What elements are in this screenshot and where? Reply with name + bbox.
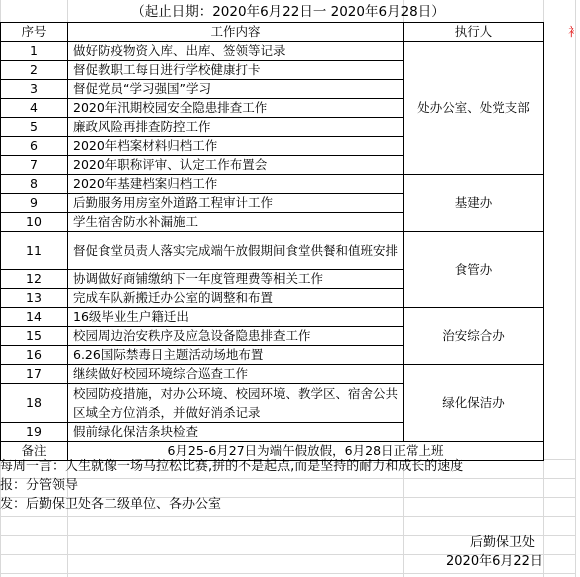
note-text: 6月25-6月27日为端午假放假，6月28日正常上班 <box>68 442 544 461</box>
owner-cell: 基建办 <box>404 175 544 232</box>
row-task: 督促党员“学习强国”学习 <box>68 80 404 99</box>
row-num: 7 <box>1 156 68 175</box>
weekly-schedule-table <box>0 22 544 461</box>
row-task: 做好防疫物资入库、出库、签领等记录 <box>68 42 404 61</box>
row-task: 2020年职称评审、认定工作布置会 <box>68 156 404 175</box>
row-num: 11 <box>1 232 68 270</box>
row-num: 18 <box>1 384 68 423</box>
row-task: 16级毕业生户籍迁出 <box>68 308 404 327</box>
red-cell-mark: 衤 <box>568 25 580 39</box>
row-num: 3 <box>1 80 68 99</box>
row-num: 9 <box>1 194 68 213</box>
row-num: 8 <box>1 175 68 194</box>
date-range-title: （起止日期：2020年6月22日一 2020年6月28日） <box>131 4 445 20</box>
row-task: 校园周边治安秩序及应急设备隐患排查工作 <box>68 327 404 346</box>
row-num: 4 <box>1 99 68 118</box>
row-num: 19 <box>1 423 68 442</box>
owner-cell: 食管办 <box>404 232 544 308</box>
table-row <box>1 365 544 384</box>
row-task: 校园防疫措施，对办公环境、校园环境、教学区、宿舍公共区域全方位消杀，并做好消杀记录 <box>68 384 404 423</box>
row-num: 16 <box>1 346 68 365</box>
row-task: 督促教职工每日进行学校健康打卡 <box>68 61 404 80</box>
row-task: 2020年汛期校园安全隐患排查工作 <box>68 99 404 118</box>
row-num: 12 <box>1 270 68 289</box>
row-task: 继续做好校园环境综合巡查工作 <box>68 365 404 384</box>
row-num: 15 <box>1 327 68 346</box>
row-task: 后勤服务用房室外道路工程审计工作 <box>68 194 404 213</box>
row-task: 2020年基建档案归档工作 <box>68 175 404 194</box>
row-num: 17 <box>1 365 68 384</box>
table-row <box>1 42 544 61</box>
row-num: 14 <box>1 308 68 327</box>
owner-cell: 治安综合办 <box>404 308 544 365</box>
row-task: 学生宿舍防水补漏施工 <box>68 213 404 232</box>
row-task: 假前绿化保洁条块检查 <box>68 423 404 442</box>
note-label: 备注 <box>1 442 68 461</box>
row-num: 10 <box>1 213 68 232</box>
table-row <box>1 175 544 194</box>
header-owner: 执行人 <box>404 23 544 42</box>
row-task: 2020年档案材料归档工作 <box>68 137 404 156</box>
row-num: 1 <box>1 42 68 61</box>
row-task: 廉政风险再排查防控工作 <box>68 118 404 137</box>
signature-org: 后勤保卫处 <box>470 535 536 550</box>
row-num: 2 <box>1 61 68 80</box>
owner-cell: 绿化保洁办 <box>404 365 544 442</box>
row-task: 6.26国际禁毒日主题活动场地布置 <box>68 346 404 365</box>
row-task: 协调做好商铺缴纳下一年度管理费等相关工作 <box>68 270 404 289</box>
owner-cell: 处办公室、处党支部 <box>404 42 544 175</box>
header-num: 序号 <box>1 23 68 42</box>
row-task: 督促食堂员责人落实完成端午放假期间食堂供餐和值班安排 <box>68 232 404 270</box>
distribution-line: 发：后勤保卫处各二级单位、各办公室 <box>0 497 222 512</box>
signature-date: 2020年6月22日 <box>446 554 543 569</box>
table-row <box>1 232 544 270</box>
row-task: 完成车队新搬迁办公室的调整和布置 <box>68 289 404 308</box>
table-row <box>1 308 544 327</box>
table-header-row <box>1 23 544 42</box>
weekly-motto: 每周一言：人生就像一场马拉松比赛,拼的不是起点,而是坚持的耐力和成长的速度 <box>0 459 464 474</box>
row-num: 13 <box>1 289 68 308</box>
row-num: 6 <box>1 137 68 156</box>
row-num: 5 <box>1 118 68 137</box>
report-to-line: 报：分管领导 <box>0 478 79 493</box>
header-task: 工作内容 <box>68 23 404 42</box>
